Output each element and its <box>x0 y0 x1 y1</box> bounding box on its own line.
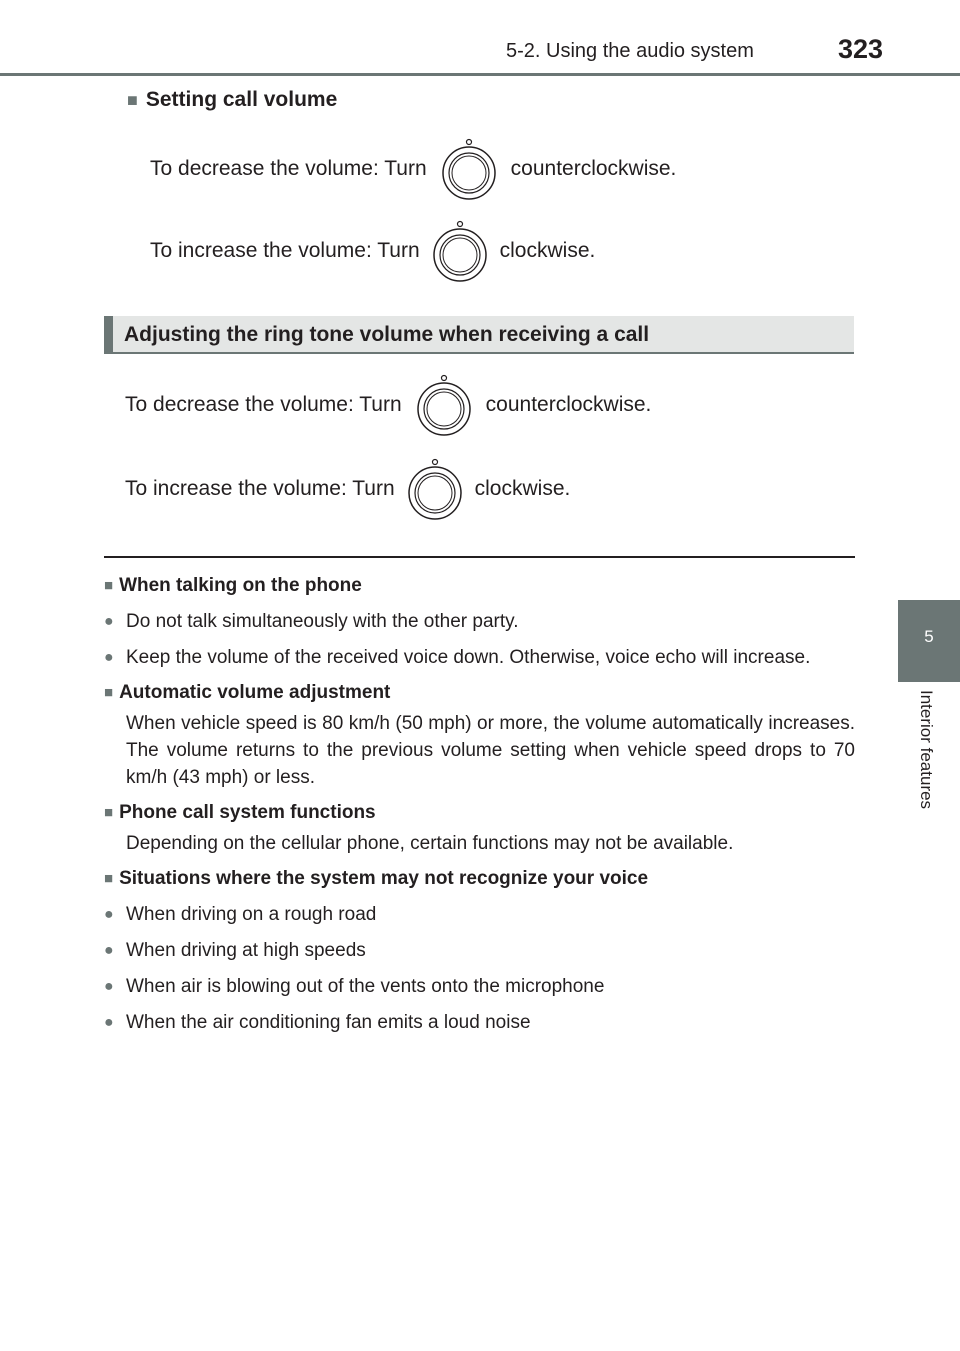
list-item: ● When air is blowing out of the vents onto the microphone <box>104 973 855 1000</box>
note-paragraph: Depending on the cellular phone, certain functions may not be available. <box>126 833 734 854</box>
call-volume-increase-line: To increase the volume: Turn clockwise. <box>150 220 595 282</box>
list-item: ● Keep the volume of the received voice down. Otherwise, voice echo will increase. <box>104 644 855 671</box>
note-heading: ■ When talking on the phone <box>104 572 855 599</box>
volume-knob-icon <box>407 458 463 520</box>
note-heading: ■ Phone call system functions <box>104 799 855 826</box>
volume-knob-icon <box>441 138 497 200</box>
section-separator <box>104 556 855 558</box>
circle-bullet-icon: ● <box>104 978 114 995</box>
note-heading: ■ Situations where the system may not recognize your voice <box>104 865 855 892</box>
square-icon: ■ <box>104 804 114 821</box>
chapter-tab-number: 5 <box>924 627 934 646</box>
circle-bullet-icon: ● <box>104 906 114 923</box>
setting-call-volume-heading: ■ Setting call volume <box>127 88 338 111</box>
chapter-tab-label: Interior features <box>917 690 936 810</box>
volume-knob-icon <box>432 220 488 282</box>
note-heading: ■ Automatic volume adjustment <box>104 679 855 706</box>
volume-knob-icon <box>416 374 472 436</box>
list-item: ● When the air conditioning fan emits a loud noise <box>104 1009 855 1036</box>
ring-tone-heading: Adjusting the ring tone volume when receiving a call <box>124 323 650 346</box>
running-header-section: 5-2. Using the audio system <box>506 40 754 62</box>
ring-tone-decrease-line: To decrease the volume: Turn counterclockwise. <box>125 374 651 436</box>
circle-bullet-icon: ● <box>104 1014 114 1031</box>
page-number: 323 <box>838 34 884 64</box>
notes-section <box>104 572 855 1036</box>
list-item: ● When driving at high speeds <box>104 937 855 964</box>
circle-bullet-icon: ● <box>104 649 114 666</box>
header-rule <box>0 73 960 76</box>
note-paragraph: When vehicle speed is 80 km/h (50 mph) or more, the volume automatically increases. The volume returns to the previous volume setting when vehicle speed drops to 70 km/h (43 mph) or less. <box>126 713 855 788</box>
square-icon: ■ <box>127 90 138 110</box>
list-item: ● Do not talk simultaneously with the other party. <box>104 608 855 635</box>
list-item: ● When driving on a rough road <box>104 901 855 928</box>
square-icon: ■ <box>104 577 114 594</box>
square-icon: ■ <box>104 870 114 887</box>
call-volume-decrease-line: To decrease the volume: Turn counterclockwise. <box>150 138 676 200</box>
square-icon: ■ <box>104 684 114 701</box>
ring-tone-increase-line: To increase the volume: Turn clockwise. <box>125 458 570 520</box>
circle-bullet-icon: ● <box>104 942 114 959</box>
circle-bullet-icon: ● <box>104 613 114 630</box>
